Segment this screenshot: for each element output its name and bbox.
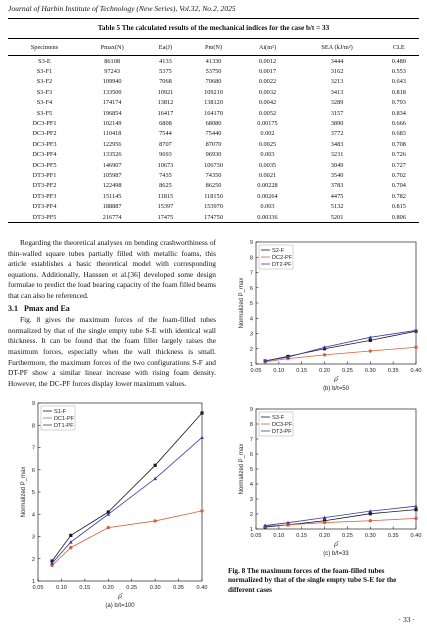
table-cell: 0.818 [391, 88, 406, 96]
legend-label: DT2-PF [272, 262, 292, 268]
table-row [8, 150, 419, 160]
table-cell: 188887 [102, 203, 122, 211]
data-point [414, 346, 417, 349]
table-row [8, 108, 419, 118]
x-tick-label: 0.25 [341, 368, 353, 374]
data-point [200, 509, 203, 512]
table-cell: 3049 [330, 161, 344, 169]
section-heading [8, 304, 216, 315]
table-cell: 3162 [330, 68, 344, 76]
data-point [69, 534, 72, 537]
table-cell: 3783 [330, 182, 344, 190]
table-cell: DT3-PF4 [32, 203, 57, 211]
table-cell: 5132 [330, 203, 344, 211]
x-axis-label: ρ̄ [118, 593, 122, 600]
table-row [8, 160, 419, 170]
legend-label: DT1-PF [54, 423, 74, 429]
y-tick-label: 2 [249, 346, 253, 353]
y-tick-label: 6 [249, 452, 253, 459]
column-header: Ai(m²) [240, 39, 296, 56]
table-cell: 109210 [204, 88, 223, 96]
x-axis-label: ρ̄ [334, 541, 338, 548]
table-cell: 68080 [205, 120, 222, 128]
series-line [52, 413, 202, 561]
y-axis-label: Normalized P_max [21, 466, 27, 518]
page-number: · 33 · [398, 615, 415, 624]
section-title: Pmax and Ea [24, 303, 70, 313]
y-tick-label: 1 [249, 527, 253, 534]
table-cell: S3-E [38, 57, 51, 65]
y-tick-label: 2 [249, 512, 253, 519]
table-row [8, 98, 419, 108]
table-cell: 86108 [104, 57, 120, 65]
x-tick-label: 0.40 [196, 585, 208, 591]
table-cell: 118150 [204, 192, 223, 200]
table-cell: 74350 [205, 171, 222, 179]
legend-label: S2-F [272, 248, 285, 254]
table-cell: 0.0052 [258, 109, 277, 117]
table-row [8, 181, 419, 191]
table-cell: 4475 [330, 192, 344, 200]
table-cell: 75440 [205, 130, 222, 138]
data-point [369, 339, 372, 342]
table-row [8, 201, 419, 211]
table-cell: 3444 [330, 57, 344, 65]
x-tick-label: 0.25 [341, 533, 353, 539]
table-cell: 7435 [159, 171, 172, 179]
table-cell: 0.0017 [258, 68, 277, 76]
table-cell: 0.727 [391, 161, 406, 169]
table-cell: 133500 [102, 88, 122, 96]
table-row [8, 170, 419, 180]
y-tick-label: 9 [249, 407, 253, 414]
legend-label: DC3-PF [272, 422, 293, 428]
y-tick-label: 7 [249, 437, 253, 444]
data-point [369, 349, 372, 352]
legend-label: S1-F [54, 409, 67, 415]
table-cell: 41330 [205, 57, 222, 65]
table-cell: 0.643 [391, 78, 406, 86]
y-tick-label: 2 [31, 556, 35, 563]
table-cell: S3-F2 [36, 78, 53, 86]
table-cell: 0.002 [260, 130, 275, 138]
table-row [8, 129, 419, 139]
y-tick-label: 1 [31, 579, 35, 586]
table-cell: 0.806 [379, 212, 419, 223]
table-cell: 7544 [159, 130, 172, 138]
table-cell: 133526 [102, 151, 122, 159]
table-cell: 70680 [205, 78, 222, 86]
table-cell: 96930 [205, 151, 222, 159]
table-cell: 3772 [330, 130, 344, 138]
table-cell: 8625 [159, 182, 172, 190]
x-tick-label: 0.30 [364, 368, 376, 374]
column-header: SEA (kJ/m²) [295, 39, 378, 56]
table-cell: 0.702 [391, 171, 406, 179]
paragraph: Regarding the theoretical analyses on bending crashworthiness of thin-walled square tubes partially filled with metallic foams, this article establishes a basic theoretical model with corresponding equations. Additionally, Hanssen et al.[36] developed some design formulae to predict the load bearing capacity of the foam filled beams that can also be referenced. [8, 238, 216, 300]
legend-label: DC1-PF [54, 416, 75, 422]
chart-a-svg [10, 393, 208, 618]
column-header: Pmax(N) [81, 39, 143, 56]
table-cell: 0.553 [391, 68, 406, 76]
data-point [414, 517, 417, 520]
table-cell: 86250 [205, 182, 222, 190]
y-tick-label: 8 [31, 423, 35, 430]
x-tick-label: 0.20 [319, 533, 331, 539]
chart-b-svg [230, 236, 422, 398]
x-tick-label: 0.20 [102, 585, 114, 591]
x-tick-label: 0.15 [296, 533, 308, 539]
y-tick-label: 5 [249, 301, 253, 308]
table-cell: 7068 [159, 78, 172, 86]
table-caption: Table 5 The calculated results of the mechanical indices for the case b/t = 33 [97, 24, 330, 32]
table-cell: 4133 [159, 57, 172, 65]
table-cell: 6808 [159, 120, 172, 128]
table-cell: 151145 [102, 192, 122, 200]
x-tick-label: 0.05 [32, 585, 44, 591]
x-tick-label: 0.05 [250, 368, 262, 374]
table-cell: 138120 [204, 99, 223, 107]
table-cell: 10921 [157, 88, 174, 96]
x-tick-label: 0.05 [250, 533, 262, 539]
table-cell: 0.708 [391, 140, 406, 148]
data-point [154, 464, 157, 467]
table-cell: S3-F1 [36, 68, 53, 76]
table-cell: 10673 [157, 161, 174, 169]
y-tick-label: 7 [249, 270, 253, 277]
table-cell: 0.815 [391, 203, 406, 211]
table-cell: 11815 [157, 192, 174, 200]
table-cell: 0.003 [260, 203, 275, 211]
body-text [8, 238, 216, 389]
table-cell: 146907 [102, 161, 122, 169]
table-cell: 105987 [102, 171, 122, 179]
table-cell: 0.0042 [258, 99, 277, 107]
x-tick-label: 0.40 [410, 533, 422, 539]
x-tick-label: 0.30 [149, 585, 161, 591]
table-header-row [8, 39, 419, 56]
legend-label: S3-F [272, 415, 285, 421]
results-table [8, 38, 419, 223]
legend-label: DC2-PF [272, 255, 293, 261]
table-cell: DT3-PF5 [8, 212, 81, 223]
table-cell: 0.0035 [258, 161, 277, 169]
table-cell: DT3-PF2 [32, 182, 57, 190]
table-cell: 174750 [188, 212, 240, 223]
table-cell: 3540 [330, 171, 344, 179]
table-cell: 53750 [205, 68, 222, 76]
chart-c-svg [230, 403, 422, 563]
table-cell: 0.793 [391, 99, 406, 107]
y-tick-label: 7 [31, 445, 35, 452]
table-cell: 0.834 [391, 109, 406, 117]
x-tick-label: 0.20 [319, 368, 331, 374]
table-row [8, 191, 419, 201]
table-cell: 109940 [102, 78, 122, 86]
y-tick-label: 9 [249, 240, 253, 247]
table-cell: 0.726 [391, 151, 406, 159]
chart-subtitle: (c) b/t=33 [323, 551, 349, 557]
chart-subtitle: (a) b/t=100 [105, 603, 135, 609]
x-tick-label: 0.10 [273, 368, 285, 374]
table-cell: 0.782 [391, 192, 406, 200]
x-tick-label: 0.35 [173, 585, 185, 591]
table-cell: 3289 [330, 99, 344, 107]
x-tick-label: 0.35 [387, 368, 399, 374]
table-cell: 3157 [330, 109, 344, 117]
section-number: 3.1 [8, 303, 18, 313]
table-row [8, 87, 419, 97]
y-tick-label: 5 [31, 490, 35, 497]
y-tick-label: 6 [249, 285, 253, 292]
data-point [369, 519, 372, 522]
x-tick-label: 0.10 [55, 585, 67, 591]
table-cell: DC3-PF4 [32, 151, 57, 159]
chart-b [230, 236, 422, 398]
column-header: Ea(J) [143, 39, 187, 56]
table-cell: DC3-PF2 [32, 130, 57, 138]
table-cell: 106730 [204, 161, 223, 169]
table-cell: 0.683 [391, 130, 406, 138]
x-axis-label: ρ̄ [334, 376, 338, 383]
table-cell: 87070 [205, 140, 222, 148]
data-point [323, 521, 326, 524]
table-cell: DT3-PF1 [32, 171, 57, 179]
y-axis-label: Normalized P_max [239, 443, 245, 495]
table-cell: 5375 [159, 68, 172, 76]
x-tick-label: 0.15 [79, 585, 91, 591]
table-cell: 0.0025 [258, 140, 277, 148]
table-cell: 196854 [102, 109, 122, 117]
table-cell: 16417 [157, 109, 174, 117]
table-cell: 15397 [157, 203, 174, 211]
table-row [8, 77, 419, 87]
table-cell: 0.0021 [258, 171, 277, 179]
table-cell: 3483 [330, 140, 344, 148]
x-tick-label: 0.10 [273, 533, 285, 539]
table-cell: 153970 [204, 203, 223, 211]
x-tick-label: 0.15 [296, 368, 308, 374]
table-cell: 0.00175 [257, 120, 278, 128]
x-tick-label: 0.35 [387, 533, 399, 539]
y-tick-label: 3 [249, 331, 253, 338]
legend-label: DT3-PF [272, 429, 292, 435]
table-cell: 0.480 [391, 57, 406, 65]
y-tick-label: 4 [249, 316, 253, 323]
chart-subtitle: (b) b/t=50 [323, 386, 349, 392]
data-point [107, 526, 110, 529]
journal-header: Journal of Harbin Institute of Technology (New Series), Vol.32, No.2, 2025 [8, 4, 419, 19]
data-point [323, 353, 326, 356]
series-line [52, 437, 202, 563]
table-cell: 9693 [159, 151, 172, 159]
table-cell: 0.003 [260, 151, 275, 159]
y-tick-label: 5 [249, 467, 253, 474]
y-tick-label: 9 [31, 401, 35, 408]
table-cell: 97243 [104, 68, 120, 76]
y-axis-label: Normalized P_max [239, 277, 245, 329]
table-row [8, 118, 419, 128]
y-tick-label: 8 [249, 422, 253, 429]
table-row [8, 56, 419, 67]
table-cell: 3890 [330, 120, 344, 128]
table-cell: DC3-PF3 [32, 140, 57, 148]
y-tick-label: 4 [31, 512, 35, 519]
table-cell: 13812 [157, 99, 174, 107]
y-tick-label: 8 [249, 255, 253, 262]
table-cell: 0.666 [391, 120, 406, 128]
table-cell: 3231 [330, 151, 344, 159]
table-row [8, 139, 419, 149]
data-point [200, 411, 203, 414]
table-cell: 3413 [330, 88, 344, 96]
table-cell: 5201 [295, 212, 378, 223]
table-cell: 216774 [81, 212, 143, 223]
table-cell: 0.00336 [240, 212, 296, 223]
y-tick-label: 1 [249, 362, 253, 369]
table-cell: 3213 [330, 78, 344, 86]
table-cell: 0.0012 [258, 57, 277, 65]
table-cell: S3-F3 [36, 88, 53, 96]
data-point [69, 546, 72, 549]
table-cell: 102149 [102, 120, 122, 128]
y-tick-label: 3 [249, 497, 253, 504]
table-cell: 122498 [102, 182, 122, 190]
table-row [8, 212, 419, 223]
data-point [153, 519, 156, 522]
table-cell: S3-F5 [36, 109, 53, 117]
column-header: Pm(N) [188, 39, 240, 56]
series-line [52, 511, 202, 566]
data-point [414, 508, 417, 511]
table-cell: 164170 [204, 109, 223, 117]
table-cell: DC3-PF1 [32, 120, 57, 128]
column-header: Specimens [8, 39, 81, 56]
figure-caption: Fig. 8 The maximum forces of the foam-filled tubes normalized by that of the single empty tube S-E for the different cases [228, 567, 397, 594]
table-row [8, 66, 419, 76]
table-cell: 0.00264 [257, 192, 278, 200]
table-cell: 0.0032 [258, 88, 277, 96]
table-cell: 0.704 [391, 182, 406, 190]
table-cell: 110418 [102, 130, 122, 138]
table-cell: 17475 [143, 212, 187, 223]
chart-a [10, 393, 208, 618]
table-cell: S3-F4 [36, 99, 53, 107]
table-cell: DT3-PF3 [32, 192, 57, 200]
y-tick-label: 4 [249, 482, 253, 489]
paragraph: Fig. 8 gives the maximum forces of the foam-filled tubes normalized by that of the single empty tube S-E with identical wall thickness. It can be found that the foam filler largely raises the maximum forces, especially when the wall thickness is small. Furthermore, the maximum forces of the two configurations S-F and DT-PF show a similar linear increase with rising foam density. However, the DC-PF forces display lower maximum values. [8, 315, 216, 388]
table-body [8, 56, 419, 223]
table-cell: 0.00228 [257, 182, 278, 190]
x-tick-label: 0.30 [364, 533, 376, 539]
x-tick-label: 0.40 [410, 368, 422, 374]
y-tick-label: 3 [31, 534, 35, 541]
table-cell: 122956 [102, 140, 122, 148]
y-tick-label: 6 [31, 467, 35, 474]
table-cell: DC3-PF5 [32, 161, 57, 169]
table-cell: 174174 [102, 99, 122, 107]
table-cell: 8707 [159, 140, 172, 148]
x-tick-label: 0.25 [126, 585, 138, 591]
column-header: CLE [379, 39, 419, 56]
table-cell: 0.0022 [258, 78, 277, 86]
data-point [200, 435, 204, 439]
chart-c [230, 403, 422, 563]
